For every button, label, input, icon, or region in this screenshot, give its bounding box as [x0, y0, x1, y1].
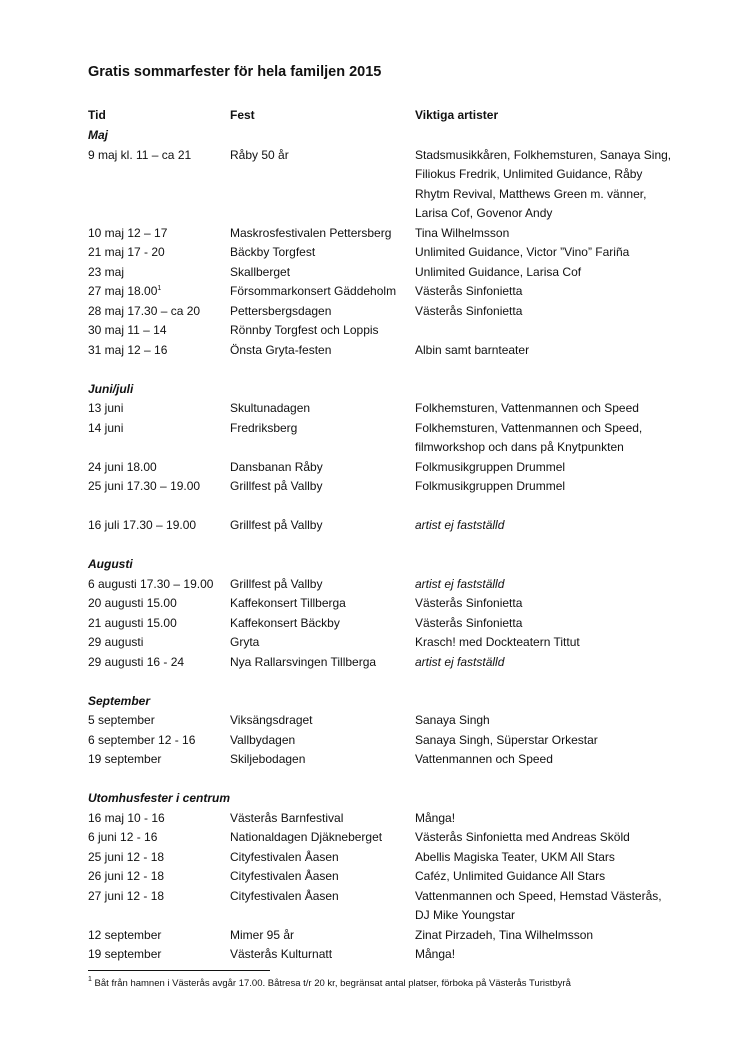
table-row	[88, 653, 688, 673]
table-row	[88, 750, 688, 770]
table-row	[88, 594, 688, 614]
cell-tid	[88, 945, 161, 965]
table-row	[88, 419, 688, 458]
section-gap	[88, 770, 688, 790]
table-row	[88, 243, 688, 263]
footnote-text: Båt från hamnen i Västerås avgår 17.00. Båtresa t/r 20 kr, begränsat antal platser, förboka på Västerås Turistbyrå	[91, 978, 571, 989]
cell-tid	[88, 750, 161, 770]
cell-tid	[88, 594, 177, 614]
cell-tid-text: 16 juli 17.30 – 19.00	[88, 518, 197, 532]
cell-artister: Vattenmannen och Speed	[415, 752, 553, 766]
cell-fest: Bäckby Torgfest	[230, 245, 316, 259]
cell-tid	[88, 419, 123, 439]
table-row	[88, 926, 688, 946]
table-row	[88, 399, 688, 419]
cell-fest: Viksängsdraget	[230, 713, 313, 727]
section-heading: Utomhusfester i centrum	[88, 791, 231, 805]
cell-fest: Cityfestivalen Åasen	[230, 849, 339, 864]
cell-tid-text: 30 maj 11 – 14	[88, 323, 167, 337]
section-heading: Juni/juli	[88, 381, 134, 396]
cell-tid-text: 25 juni 17.30 – 19.00	[88, 479, 201, 493]
cell-artister: Västerås Sinfonietta	[415, 284, 523, 298]
cell-tid-text: 31 maj 12 – 16	[88, 342, 168, 357]
cell-artister: Unlimited Guidance, Larisa Cof	[415, 264, 582, 279]
section-heading: Maj	[88, 128, 109, 142]
table-row	[88, 945, 688, 965]
cell-artister: Många!	[415, 947, 456, 961]
table-row	[88, 731, 688, 751]
cell-tid	[88, 731, 195, 751]
cell-tid-text: 27 juni 12 - 18	[88, 888, 165, 903]
cell-tid-text: 21 maj 17 - 20	[88, 245, 165, 259]
cell-tid-text: 25 juni 12 - 18	[88, 849, 165, 864]
cell-tid-text: 27 maj 18.00	[88, 284, 158, 298]
cell-fest: Rönnby Torgfest och Loppis	[230, 323, 379, 337]
table-row	[88, 828, 688, 848]
cell-artister: artist ej fastställd	[415, 518, 505, 532]
cell-tid	[88, 302, 200, 322]
cell-fest: Mimer 95 år	[230, 927, 295, 942]
cell-fest: Försommarkonsert Gäddeholm	[230, 284, 397, 298]
cell-artister: Västerås Sinfonietta	[415, 615, 523, 630]
cell-tid	[88, 887, 164, 907]
cell-artister: artist ej fastställd	[415, 654, 505, 669]
cell-fest: Västerås Kulturnatt	[230, 947, 333, 961]
footnote-mark: 1	[88, 976, 92, 983]
page-title: Gratis sommarfester för hela familjen 2015	[88, 64, 382, 80]
cell-artister: Sanaya Singh	[415, 713, 490, 727]
cell-tid	[88, 828, 157, 848]
cell-fest: Pettersbergsdagen	[230, 303, 332, 318]
cell-artister: Albin samt barnteater	[415, 342, 530, 357]
table-row	[88, 146, 688, 224]
section-gap	[88, 672, 688, 692]
cell-fest: Grillfest på Vallby	[230, 479, 323, 493]
table-row	[88, 848, 688, 868]
cell-tid	[88, 575, 213, 595]
cell-fest: Cityfestivalen Åasen	[230, 869, 339, 883]
cell-artister: Folkhemsturen, Vattenmannen och Speed, filmworkshop och dans på Knytpunkten	[415, 420, 643, 454]
cell-artister: Unlimited Guidance, Victor ”Vino” Fariña	[415, 245, 630, 259]
cell-tid-text: 26 juni 12 - 18	[88, 869, 165, 883]
cell-tid-text: 24 juni 18.00	[88, 459, 157, 474]
cell-fest: Cityfestivalen Åasen	[230, 888, 339, 903]
footnote-divider	[88, 970, 270, 971]
cell-tid	[88, 243, 165, 263]
cell-fest: Råby 50 år	[230, 147, 289, 162]
cell-tid	[88, 341, 167, 361]
cell-tid	[88, 848, 164, 868]
section-gap	[88, 360, 688, 380]
table-header	[88, 108, 688, 126]
cell-tid	[88, 926, 161, 946]
cell-tid-text: 9 maj kl. 11 – ca 21	[88, 147, 192, 162]
cell-tid	[88, 867, 164, 887]
table-row	[88, 477, 688, 497]
cell-tid	[88, 146, 191, 166]
row-gap	[88, 497, 688, 517]
cell-fest: Fredriksberg	[230, 420, 298, 435]
cell-tid-text: 29 augusti 16 - 24	[88, 654, 185, 669]
cell-fest: Vallbydagen	[230, 732, 296, 747]
cell-artister: Tina Wilhelmsson	[415, 225, 510, 240]
cell-fest: Nya Rallarsvingen Tillberga	[230, 654, 377, 669]
cell-fest: Önsta Gryta-festen	[230, 342, 332, 357]
cell-tid	[88, 711, 155, 731]
cell-artister: Sanaya Singh, Süperstar Orkestar	[415, 732, 598, 747]
table-row	[88, 516, 688, 536]
table-row	[88, 809, 688, 829]
table-row	[88, 282, 688, 302]
cell-artister: Caféz, Unlimited Guidance All Stars	[415, 869, 606, 883]
cell-artister: artist ej fastställd	[415, 576, 505, 591]
cell-fest: Gryta	[230, 635, 260, 649]
cell-tid-text: 6 juni 12 - 16	[88, 830, 158, 844]
schedule-table	[88, 126, 688, 965]
cell-artister: Folkmusikgruppen Drummel	[415, 459, 566, 474]
table-row	[88, 575, 688, 595]
cell-tid-text: 10 maj 12 – 17	[88, 225, 168, 240]
table-row	[88, 633, 688, 653]
cell-tid-text: 20 augusti 15.00	[88, 596, 177, 610]
table-row	[88, 302, 688, 322]
cell-artister: Västerås Sinfonietta	[415, 596, 523, 610]
cell-tid-text: 19 september	[88, 947, 162, 961]
cell-tid-text: 23 maj	[88, 264, 125, 279]
cell-tid	[88, 458, 157, 478]
cell-tid-text: 19 september	[88, 752, 162, 766]
table-row	[88, 458, 688, 478]
cell-artister: Stadsmusikkåren, Folkhemsturen, Sanaya Sing, Filiokus Fredrik, Unlimited Guidance, Råby Rhytm Revival, Matthews Green m. vänner, Larisa Cof, Govenor Andy	[415, 147, 672, 220]
table-row	[88, 321, 688, 341]
cell-tid	[88, 224, 167, 244]
cell-artister: Folkmusikgruppen Drummel	[415, 479, 566, 493]
cell-tid-text: 6 september 12 - 16	[88, 732, 196, 747]
cell-artister: Vattenmannen och Speed, Hemstad Västerås, DJ Mike Youngstar	[415, 888, 662, 922]
cell-fest: Skiljebodagen	[230, 752, 306, 766]
cell-artister: Abellis Magiska Teater, UKM All Stars	[415, 849, 615, 864]
section-gap	[88, 536, 688, 556]
section-heading: Augusti	[88, 557, 133, 571]
cell-fest: Kaffekonsert Tillberga	[230, 596, 346, 610]
cell-tid	[88, 399, 123, 419]
table-row	[88, 711, 688, 731]
header-fest: Fest	[230, 108, 255, 122]
section-heading: September	[88, 693, 151, 708]
cell-tid	[88, 516, 196, 536]
cell-fest: Dansbanan Råby	[230, 459, 323, 474]
cell-artister: Västerås Sinfonietta	[415, 303, 523, 318]
table-row	[88, 224, 688, 244]
cell-fest: Grillfest på Vallby	[230, 576, 323, 591]
cell-tid-text: 29 augusti	[88, 635, 144, 649]
table-row	[88, 614, 688, 634]
table-row	[88, 341, 688, 361]
cell-fest: Västerås Barnfestival	[230, 810, 344, 825]
cell-fest: Grillfest på Vallby	[230, 518, 323, 532]
cell-tid	[88, 282, 161, 302]
cell-tid	[88, 653, 184, 673]
cell-artister: Zinat Pirzadeh, Tina Wilhelmsson	[415, 927, 594, 942]
header-artister: Viktiga artister	[415, 108, 499, 122]
cell-tid-text: 21 augusti 15.00	[88, 615, 177, 630]
cell-artister: Krasch! med Dockteatern Tittut	[415, 635, 580, 649]
table-row	[88, 887, 688, 926]
header-tid: Tid	[88, 108, 106, 122]
table-row	[88, 263, 688, 283]
cell-tid	[88, 809, 165, 829]
cell-artister: Folkhemsturen, Vattenmannen och Speed	[415, 401, 639, 415]
cell-fest: Nationaldagen Djäkneberget	[230, 830, 383, 844]
cell-tid	[88, 614, 177, 634]
cell-tid-text: 28 maj 17.30 – ca 20	[88, 303, 201, 318]
cell-fest: Skultunadagen	[230, 401, 311, 415]
footnote-ref: 1	[157, 285, 162, 292]
cell-artister: Många!	[415, 810, 456, 825]
cell-tid	[88, 477, 200, 497]
cell-fest: Maskrosfestivalen Pettersberg	[230, 225, 392, 240]
cell-artister: Västerås Sinfonietta med Andreas Sköld	[415, 830, 630, 844]
footnote	[88, 978, 571, 989]
cell-tid	[88, 321, 167, 341]
cell-fest: Skallberget	[230, 264, 291, 279]
cell-tid-text: 12 september	[88, 927, 162, 942]
cell-fest: Kaffekonsert Bäckby	[230, 615, 340, 630]
cell-tid	[88, 263, 124, 283]
cell-tid-text: 5 september	[88, 713, 155, 727]
cell-tid-text: 6 augusti 17.30 – 19.00	[88, 576, 214, 591]
cell-tid-text: 16 maj 10 - 16	[88, 810, 165, 825]
cell-tid	[88, 633, 143, 653]
table-row	[88, 867, 688, 887]
cell-tid-text: 13 juni	[88, 401, 124, 415]
cell-tid-text: 14 juni	[88, 420, 124, 435]
